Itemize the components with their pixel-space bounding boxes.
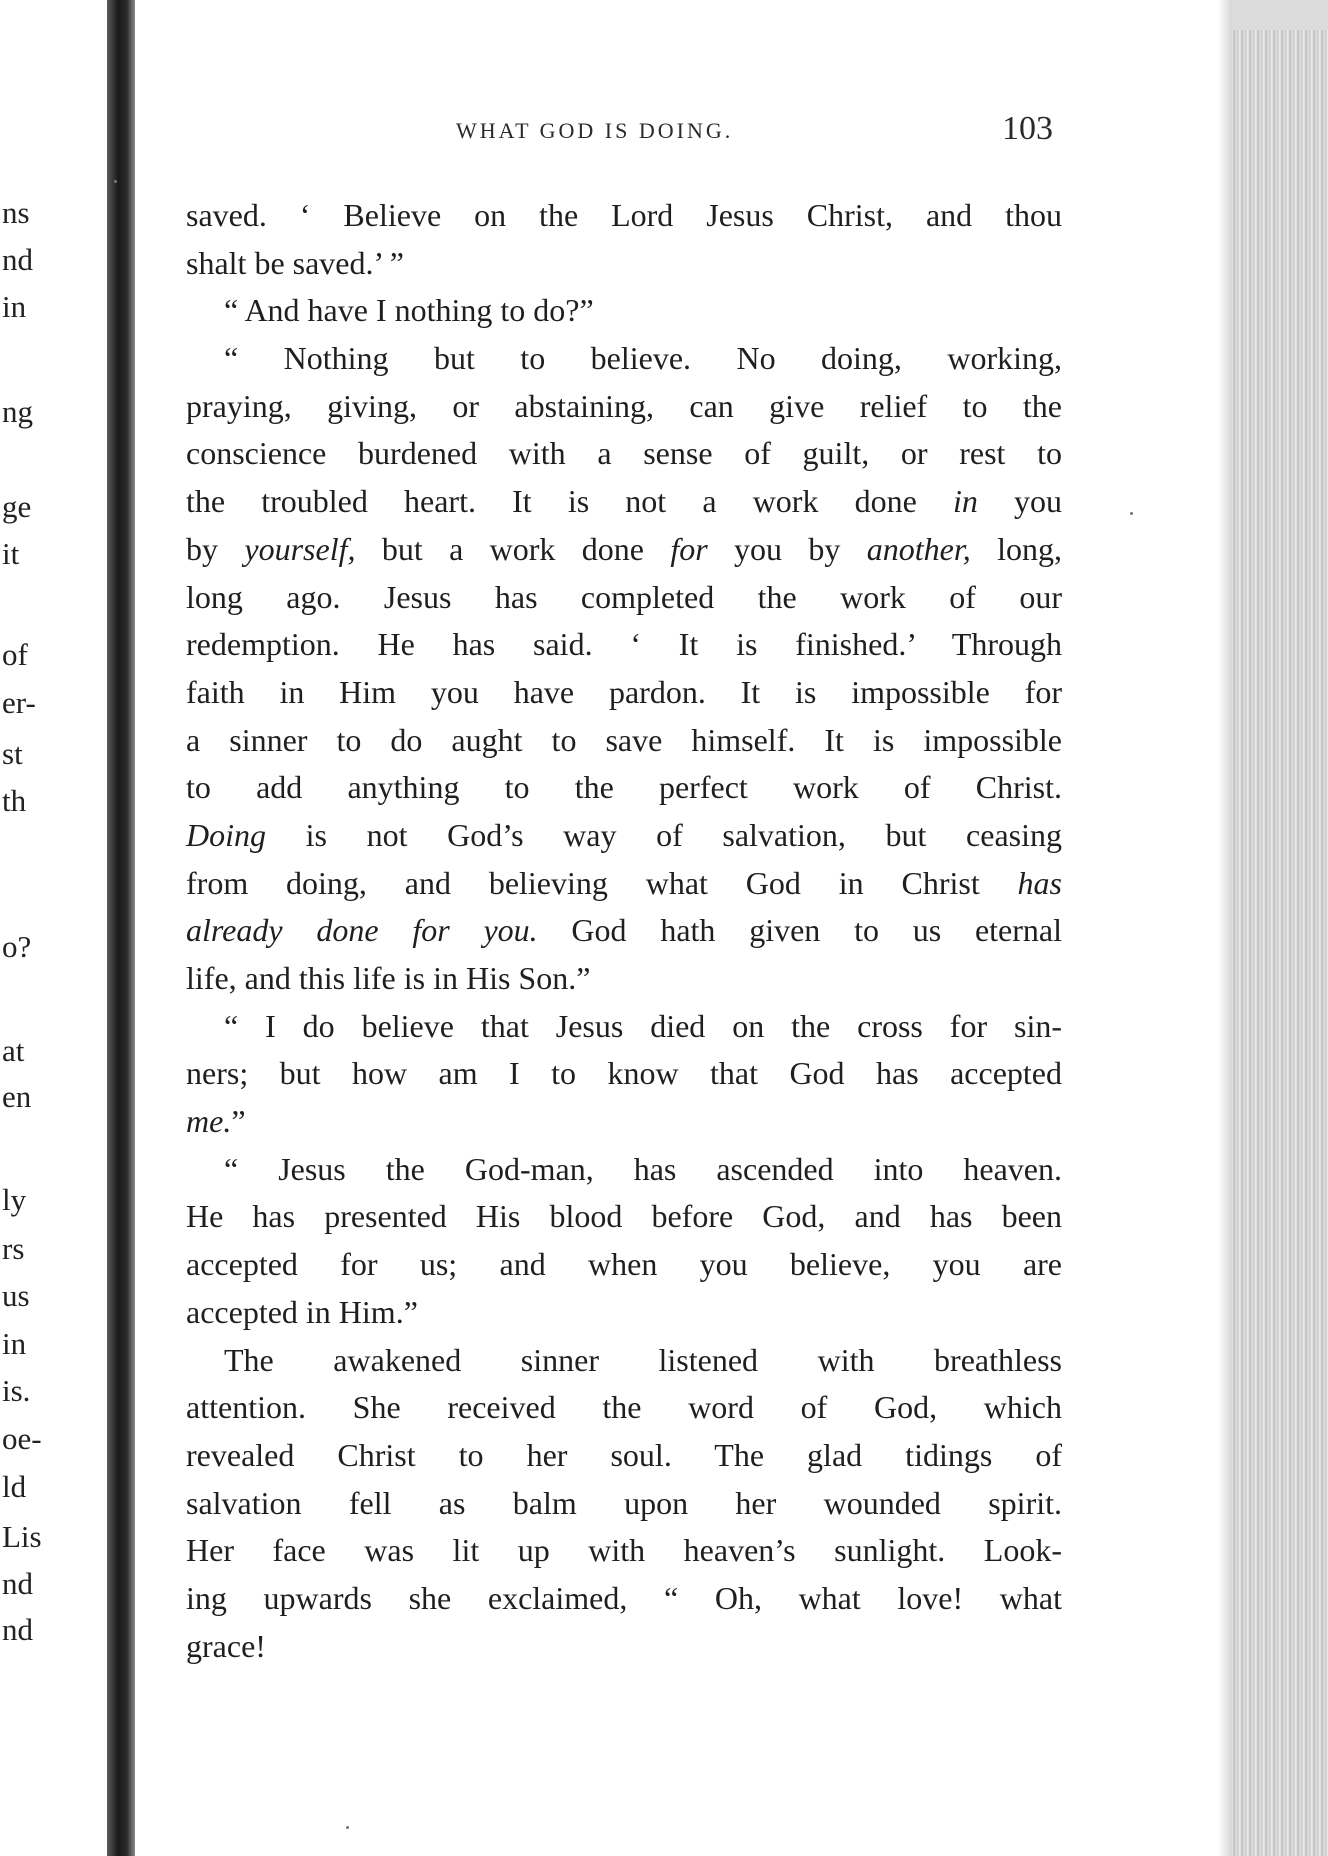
- text-line: [186, 955, 1062, 1003]
- text-line: [186, 526, 1062, 574]
- text-run: accepted for us; and when you believe, you are: [186, 1246, 1062, 1283]
- text-run: long,: [970, 530, 1063, 567]
- text-line: [186, 621, 1062, 669]
- text-line: [186, 335, 1062, 383]
- text-line: [186, 1432, 1062, 1480]
- left-page-fragment: ng: [2, 394, 33, 429]
- text-line: [186, 1146, 1062, 1194]
- text-run: Her face was lit up with heaven’s sunlight. Look-: [186, 1532, 1062, 1569]
- running-title: WHAT GOD IS DOING.: [456, 118, 734, 143]
- text-run: revealed Christ to her soul. The glad tidings of: [186, 1436, 1062, 1473]
- text-line: [186, 192, 1062, 240]
- text-run: God hath given to us eternal: [537, 912, 1063, 949]
- left-page-fragment: er-: [2, 685, 36, 720]
- text-line: [186, 907, 1062, 955]
- text-line: [186, 1003, 1062, 1051]
- text-run: The awakened sinner listened with breathless: [224, 1341, 1062, 1378]
- text-run: but a work done: [355, 530, 671, 567]
- text-run: you: [977, 483, 1063, 520]
- page-number: 103: [1002, 110, 1053, 147]
- scan-speck: [1130, 512, 1133, 515]
- text-run: shalt be saved.’ ”: [186, 244, 404, 281]
- italic-text: in: [952, 483, 978, 520]
- text-line: [186, 1527, 1062, 1575]
- text-run: you by: [707, 530, 867, 567]
- page-shadow: [1218, 0, 1232, 1856]
- book-gutter: [107, 0, 135, 1856]
- text-line: [186, 764, 1062, 812]
- page-fore-edge: [1230, 30, 1328, 1856]
- text-line: [186, 1623, 1062, 1671]
- text-run: “ I do believe that Jesus died on the cross for sin-: [224, 1007, 1062, 1044]
- text-run: attention. She received the word of God, which: [186, 1389, 1062, 1426]
- text-run: life, and this life is in His Son.”: [186, 960, 591, 996]
- text-run: accepted in Him.”: [186, 1293, 418, 1330]
- left-page-fragment: nd: [2, 1566, 33, 1601]
- left-page-fragment: en: [2, 1079, 32, 1114]
- text-line: [186, 1480, 1062, 1528]
- left-page-fragment: ly: [2, 1182, 27, 1217]
- scan-speck: [346, 1826, 349, 1829]
- text-line: [186, 812, 1062, 860]
- text-run: salvation fell as balm upon her wounded spirit.: [186, 1484, 1062, 1521]
- text-line: [186, 1289, 1062, 1337]
- left-page-fragment: of: [2, 637, 28, 672]
- text-line: [186, 1241, 1062, 1289]
- left-page-fragment: oe-: [2, 1421, 42, 1456]
- left-page-fragment: is.: [2, 1373, 31, 1408]
- left-page-fragment: in: [2, 289, 27, 324]
- page-edge-top: [1230, 0, 1328, 30]
- left-page-fragment: th: [2, 783, 27, 818]
- left-page-fragment: nd: [2, 1612, 33, 1647]
- text-run: is not God’s way of salvation, but ceasing: [266, 816, 1062, 853]
- italic-text: for: [670, 530, 708, 567]
- text-run: from doing, and believing what God in Christ: [186, 864, 1018, 901]
- italic-text: another,: [866, 530, 971, 567]
- text-run: to add anything to the perfect work of Christ.: [186, 769, 1062, 806]
- text-run: “ And have I nothing to do?”: [224, 292, 594, 329]
- italic-text: Doing: [186, 816, 266, 853]
- italic-text: me.: [186, 1103, 232, 1140]
- text-line: [186, 860, 1062, 908]
- text-line: [186, 574, 1062, 622]
- text-run: “ Jesus the God-man, has ascended into heaven.: [224, 1150, 1062, 1187]
- italic-text: already done for you.: [186, 912, 538, 949]
- left-page-fragment: ge: [2, 489, 32, 524]
- italic-text: has: [1017, 864, 1062, 901]
- text-run: long ago. Jesus has completed the work of our: [186, 578, 1062, 615]
- text-run: redemption. He has said. ‘ It is finished.’ Through: [186, 626, 1062, 663]
- left-page-fragment: st: [2, 736, 23, 771]
- text-run: ”: [231, 1103, 246, 1140]
- text-run: saved. ‘ Believe on the Lord Jesus Christ, and thou: [186, 197, 1062, 233]
- text-run: the troubled heart. It is not a work done: [186, 483, 953, 520]
- text-line: [186, 383, 1062, 431]
- left-page-fragment: rs: [2, 1231, 25, 1266]
- left-page-fragment: ld: [2, 1469, 27, 1504]
- left-page-fragment: at: [2, 1033, 25, 1068]
- text-line: [186, 1337, 1062, 1385]
- left-page-fragment: Lis: [2, 1519, 42, 1554]
- text-line: [186, 1050, 1062, 1098]
- left-page-fragment: it: [2, 536, 20, 571]
- text-run: faith in Him you have pardon. It is impossible for: [186, 673, 1062, 710]
- left-page-fragment: us: [2, 1278, 30, 1313]
- text-run: conscience burdened with a sense of guilt, or rest to: [186, 435, 1062, 472]
- text-run: praying, giving, or abstaining, can give relief to the: [186, 387, 1062, 424]
- left-page-fragment: in: [2, 1326, 27, 1361]
- text-run: ing upwards she exclaimed, “ Oh, what love! what: [186, 1579, 1062, 1616]
- text-line: [186, 478, 1062, 526]
- text-run: He has presented His blood before God, and has been: [186, 1198, 1062, 1235]
- text-line: [186, 1193, 1062, 1241]
- italic-text: yourself,: [244, 530, 356, 567]
- text-run: a sinner to do aught to save himself. It is impossible: [186, 721, 1062, 758]
- left-page-fragment: nd: [2, 242, 33, 277]
- text-line: [186, 669, 1062, 717]
- text-line: [186, 287, 1062, 335]
- left-page-fragments: [0, 0, 107, 1856]
- left-page-fragment: o?: [2, 929, 32, 964]
- left-page-fragment: ns: [2, 195, 30, 230]
- text-run: grace!: [186, 1627, 266, 1664]
- text-run: by: [186, 530, 245, 567]
- text-line: [186, 1575, 1062, 1623]
- page-body-text: [186, 192, 1062, 1670]
- text-run: “ Nothing but to believe. No doing, working,: [224, 340, 1062, 377]
- text-line: [186, 1098, 1062, 1146]
- text-run: ners; but how am I to know that God has accepted: [186, 1055, 1062, 1092]
- scan-speck: [114, 180, 117, 183]
- text-line: [186, 430, 1062, 478]
- text-line: [186, 240, 1062, 288]
- text-line: [186, 1384, 1062, 1432]
- text-line: [186, 717, 1062, 765]
